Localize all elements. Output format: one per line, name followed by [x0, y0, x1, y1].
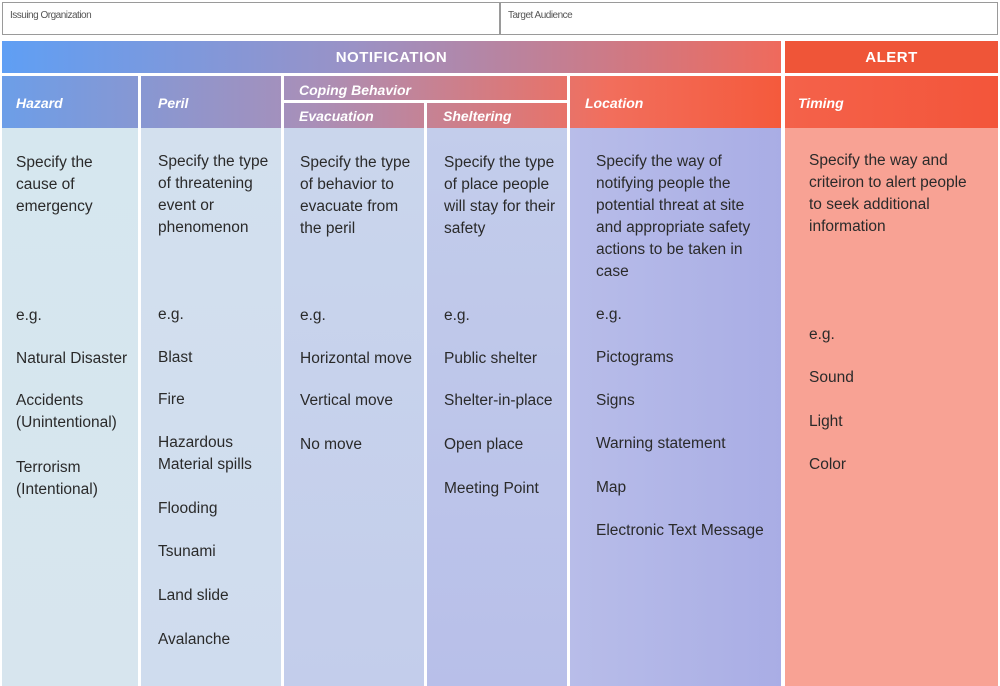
header-timing: Timing — [798, 95, 844, 111]
example-item-line: Blast — [158, 349, 193, 366]
sheltering-example-item — [444, 348, 561, 370]
description-line: Specify the type — [300, 154, 411, 171]
hazard-example-item — [16, 390, 132, 434]
description-line: Specify the way and — [809, 152, 948, 169]
evacuation-example-label: e.g. — [300, 307, 326, 324]
example-item-line: Horizontal move — [300, 350, 412, 367]
description-line: emergency — [16, 198, 93, 215]
target-audience-label: Target Audience — [508, 10, 573, 21]
description-line: potential threat at site — [596, 197, 745, 214]
peril-example-item — [158, 585, 275, 607]
header-sheltering: Sheltering — [443, 108, 512, 124]
hazard-example-label: e.g. — [16, 307, 42, 324]
example-item-line: Flooding — [158, 500, 218, 517]
description-line: safety — [444, 220, 486, 237]
example-item-line: Fire — [158, 391, 185, 408]
example-item-line: Sound — [809, 369, 854, 386]
location-description — [596, 151, 773, 283]
issuing-organization-field[interactable] — [2, 2, 500, 35]
header-peril: Peril — [158, 95, 189, 111]
example-item-line: No move — [300, 436, 363, 453]
header-divider — [424, 100, 427, 128]
description-line: of threatening — [158, 175, 253, 192]
evacuation-description — [300, 152, 416, 240]
peril-example-item — [158, 347, 275, 369]
example-item-line: Public shelter — [444, 350, 538, 367]
description-line: notifying people the — [596, 175, 731, 192]
peril-example-item — [158, 389, 275, 411]
description-line: event or — [158, 197, 215, 214]
peril-column — [141, 128, 281, 686]
peril-example-item — [158, 541, 275, 563]
description-line: Specify the — [16, 154, 93, 171]
example-item-line: Avalanche — [158, 631, 231, 648]
example-item-line: Signs — [596, 392, 635, 409]
location-example-item — [596, 520, 775, 542]
description-line: of behavior to — [300, 176, 394, 193]
notification-header-band — [2, 76, 781, 128]
example-item-line: Material spills — [158, 456, 252, 473]
description-line: cause of — [16, 176, 75, 193]
alert-title: ALERT — [865, 48, 918, 66]
evacuation-example-item — [300, 348, 418, 370]
description-line: information — [809, 218, 886, 235]
timing-example-label: e.g. — [809, 326, 835, 343]
description-line: of place people — [444, 176, 550, 193]
peril-example-label: e.g. — [158, 306, 184, 323]
location-example-item — [596, 433, 775, 455]
sheltering-example-item — [444, 390, 561, 412]
location-example-item — [596, 390, 775, 412]
header-evacuation: Evacuation — [299, 108, 374, 124]
example-item-line: (Unintentional) — [16, 414, 117, 431]
timing-description — [809, 150, 990, 238]
issuing-organization-label: Issuing Organization — [10, 10, 92, 21]
sheltering-column — [427, 128, 567, 686]
description-line: will stay for their — [444, 198, 556, 215]
description-line: to seek additional — [809, 196, 930, 213]
header-hazard: Hazard — [16, 95, 63, 111]
description-line: case — [596, 263, 629, 280]
hazard-description — [16, 152, 130, 218]
location-example-item — [596, 347, 775, 369]
example-item-line: Vertical move — [300, 392, 394, 409]
example-item-line: Open place — [444, 436, 524, 453]
sheltering-example-item — [444, 478, 561, 500]
description-line: criteiron to alert people — [809, 174, 967, 191]
timing-example-item — [809, 454, 992, 476]
description-line: evacuate from — [300, 198, 399, 215]
timing-example-item — [809, 367, 992, 389]
example-item-line: Terrorism — [16, 459, 81, 476]
peril-example-item — [158, 432, 275, 476]
notification-title: NOTIFICATION — [335, 48, 448, 66]
example-item-line: Meeting Point — [444, 480, 539, 497]
example-item-line: Pictograms — [596, 349, 674, 366]
peril-description — [158, 151, 273, 239]
notification-banner — [2, 41, 781, 73]
example-item-line: Tsunami — [158, 543, 216, 560]
example-item-line: Shelter-in-place — [444, 392, 553, 409]
evacuation-column — [284, 128, 424, 686]
description-line: the peril — [300, 220, 356, 237]
header-location: Location — [585, 95, 644, 111]
hazard-example-item — [16, 348, 132, 370]
target-audience-field[interactable] — [500, 2, 998, 35]
location-example-item — [596, 477, 775, 499]
location-column — [570, 128, 781, 686]
example-item-line: Electronic Text Message — [596, 522, 764, 539]
example-item-line: Natural Disaster — [16, 350, 128, 367]
sheltering-example-label: e.g. — [444, 307, 470, 324]
example-item-line: Map — [596, 479, 627, 496]
header-coping-behavior: Coping Behavior — [299, 82, 412, 98]
timing-column — [785, 128, 998, 686]
peril-example-item — [158, 629, 275, 651]
description-line: phenomenon — [158, 219, 249, 236]
alert-banner — [785, 41, 998, 73]
example-item-line: Light — [809, 413, 843, 430]
location-example-label: e.g. — [596, 306, 622, 323]
example-item-line: Accidents — [16, 392, 84, 409]
timing-example-item — [809, 411, 992, 433]
description-line: Specify the type — [158, 153, 269, 170]
description-line: actions to be taken in — [596, 241, 743, 258]
alert-header-band — [785, 76, 998, 128]
peril-example-item — [158, 498, 275, 520]
evacuation-example-item — [300, 390, 418, 412]
hazard-example-item — [16, 457, 132, 501]
evacuation-example-item — [300, 434, 418, 456]
sheltering-description — [444, 152, 559, 240]
example-item-line: Warning statement — [596, 435, 726, 452]
sheltering-example-item — [444, 434, 561, 456]
header-divider — [567, 76, 570, 128]
example-item-line: Hazardous — [158, 434, 233, 451]
description-line: and appropriate safety — [596, 219, 751, 236]
example-item-line: (Intentional) — [16, 481, 98, 498]
header-divider — [138, 76, 141, 128]
example-item-line: Color — [809, 456, 847, 473]
description-line: Specify the type — [444, 154, 555, 171]
hazard-column — [2, 128, 138, 686]
description-line: Specify the way of — [596, 153, 722, 170]
example-item-line: Land slide — [158, 587, 229, 604]
